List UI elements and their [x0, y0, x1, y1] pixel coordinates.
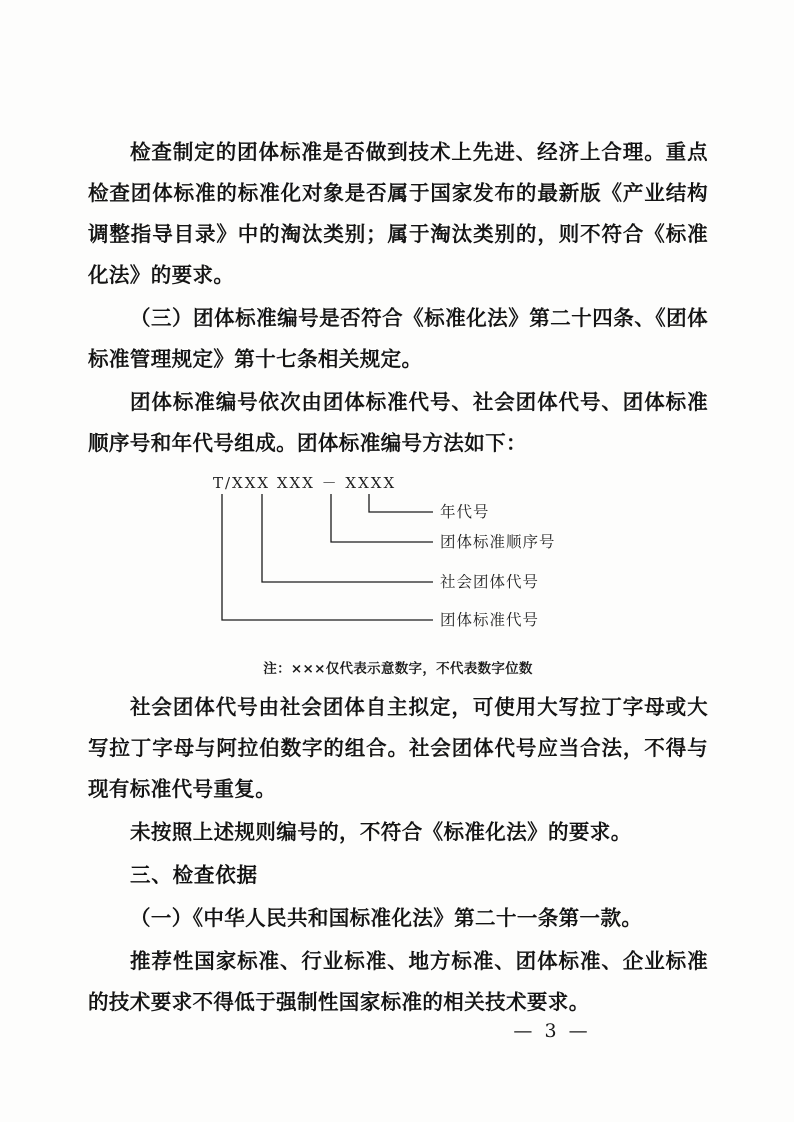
paragraph-inspection-scope: 检查制定的团体标准是否做到技术上先进、经济上合理。重点检查团体标准的标准化对象是否属于国家发布的最新版《产业结构调整指导目录》中的淘汰类别；属于淘汰类别的，则不符合《标准化法》的要求。 — [88, 140, 708, 287]
paragraph-law-reference: （一）《中华人民共和国标准化法》第二十一条第一款。 — [130, 906, 643, 930]
paragraph-numbering-composition: 团体标准编号依次由团体标准代号、社会团体代号、团体标准顺序号和年代号组成。团体标准编号方法如下： — [88, 390, 708, 455]
page-number: — 3 — — [513, 1020, 591, 1042]
section-heading-basis: 三、检查依据 — [130, 863, 258, 887]
page-body — [88, 132, 708, 1025]
diagram-code-text: T/XXX XXX － XXXX — [213, 474, 397, 492]
diagram-label-sequence: 团体标准顺序号 — [440, 533, 556, 551]
paragraph-noncompliance: 未按照上述规则编号的，不符合《标准化法》的要求。 — [130, 820, 632, 844]
paragraph-technical-requirements: 推荐性国家标准、行业标准、地方标准、团体标准、企业标准的技术要求不得低于强制性国家标准的相关技术要求。 — [88, 949, 708, 1014]
paragraph-numbering-rule-reference: （三）团体标准编号是否符合《标准化法》第二十四条、《团体标准管理规定》第十七条相关规定。 — [88, 306, 708, 371]
diagram-label-year: 年代号 — [440, 503, 490, 521]
paragraph-association-code-rule: 社会团体代号由社会团体自主拟定，可使用大写拉丁字母或大写拉丁字母与阿拉伯数字的组合。社会团体代号应当合法，不得与现有标准代号重复。 — [88, 695, 708, 801]
standard-number-diagram — [88, 470, 708, 655]
diagram-note: 注：×××仅代表示意数字，不代表数字位数 — [263, 661, 533, 677]
diagram-label-association: 社会团体代号 — [440, 573, 540, 591]
diagram-label-standard-code: 团体标准代号 — [440, 611, 540, 629]
